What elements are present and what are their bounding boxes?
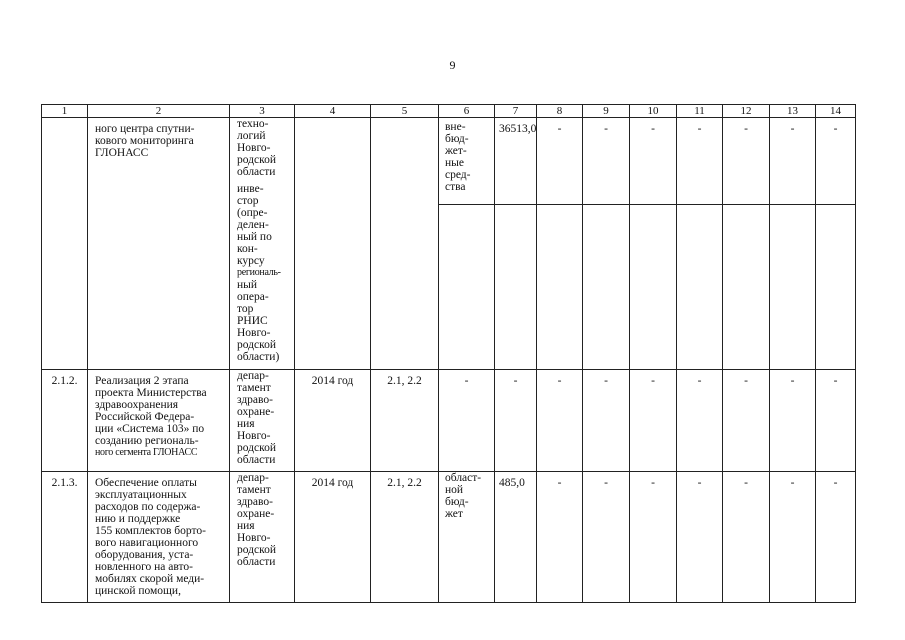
header-cell: 4 [295,105,371,118]
header-cell: 14 [816,105,856,118]
cell-empty [723,205,770,370]
text-line: области) [237,351,280,363]
cell-goal: 2.1, 2.2 [371,472,439,603]
cell-value: - [439,370,495,472]
header-cell: 8 [537,105,583,118]
header-cell: 9 [583,105,630,118]
text-line: созданию региональ- [95,435,199,447]
text-line: области [237,556,276,568]
cell-value: - [495,370,537,472]
text-line: области [237,166,276,178]
cell-executor [230,472,295,603]
text-line: нию и поддержке [95,513,181,525]
cell-value: - [677,118,723,205]
cell-value: - [677,472,723,603]
cell-amount: 36513,0 [495,118,537,205]
cell-value: - [537,370,583,472]
text-line: эксплуатационных [95,489,187,501]
text-line: новленного на авто- [95,561,193,573]
text-line: Российской Федера- [95,411,195,423]
cell-source [439,118,495,205]
text-line: ного сегмента ГЛОНАСС [95,447,198,458]
cell-activity [88,370,230,472]
text-line: Новго- [237,532,271,544]
text-line: Обеспечение оплаты [95,477,197,489]
text-line: проекта Министерства [95,387,207,399]
text-line: тамент [237,484,271,496]
cell-year [295,118,371,370]
table-row [42,472,856,603]
cell-goal [371,118,439,370]
header-cell: 12 [723,105,770,118]
text-line: вне- [445,121,466,133]
text-line: Новго- [237,430,271,442]
cell-year: 2014 год [295,472,371,603]
text-line: здравоохранения [95,399,179,411]
text-line: жет [445,508,463,520]
cell-num: 2.1.3. [42,472,88,603]
header-cell: 13 [770,105,816,118]
text-line: мобилях скорой меди- [95,573,205,585]
text-line: здраво- [237,496,273,508]
text-line: жет- [445,145,467,157]
header-cell: 10 [630,105,677,118]
text-line: опера- [237,291,269,303]
text-line: РНИС [237,315,268,327]
cell-value: - [816,472,856,603]
text-line: курсу [237,255,265,267]
cell-value: - [583,118,630,205]
text-line: цинской помощи, [95,585,181,597]
cell-num: 2.1.2. [42,370,88,472]
cell-empty [816,205,856,370]
cell-value: - [630,118,677,205]
header-cell: 11 [677,105,723,118]
cell-value: - [537,472,583,603]
text-line: стор [237,195,259,207]
cell-empty [583,205,630,370]
text-line: расходов по содержа- [95,501,201,513]
text-line: техно- [237,118,269,130]
text-line: ния [237,520,255,532]
cell-activity [88,118,230,370]
cell-value: - [583,370,630,472]
text-line: охране- [237,508,275,520]
cell-empty [439,205,495,370]
text-line: родской [237,339,277,351]
cell-executor [230,370,295,472]
cell-empty [630,205,677,370]
cell-value: - [816,370,856,472]
cell-value: - [677,370,723,472]
cell-empty [770,205,816,370]
cell-value: - [583,472,630,603]
cell-value: - [770,118,816,205]
text-line: Реализация 2 этапа [95,375,189,387]
text-line: родской [237,442,277,454]
page-number: 9 [449,58,456,72]
text-line: ные [445,157,464,169]
text-line: 155 комплектов борто- [95,525,206,537]
cell-activity [88,472,230,603]
text-line: логий [237,130,266,142]
text-line: ции «Система 103» по [95,423,205,435]
header-row [42,105,856,118]
text-line: ный по [237,231,272,243]
cell-year: 2014 год [295,370,371,472]
text-line: кового мониторинга [95,135,194,147]
cell-empty [677,205,723,370]
text-line: сред- [445,169,471,181]
cell-empty [537,205,583,370]
text-line: ный [237,279,258,291]
table-row [42,370,856,472]
cell-value: - [723,370,770,472]
text-line: здраво- [237,394,273,406]
cell-executor [230,118,295,370]
cell-value: - [723,118,770,205]
cell-empty [495,205,537,370]
cell-value: - [537,118,583,205]
text-line: депар- [237,472,269,484]
text-line: делен- [237,219,269,231]
header-cell: 2 [88,105,230,118]
text-line: кон- [237,243,258,255]
cell-value: - [630,370,677,472]
text-line: бюд- [445,496,469,508]
header-cell: 1 [42,105,88,118]
text-line: Новго- [237,327,271,339]
text-line: вого навигационного [95,537,199,549]
cell-value: - [816,118,856,205]
cell-value: - [723,472,770,603]
text-line: депар- [237,370,269,382]
table-row [42,118,856,205]
header-cell: 7 [495,105,537,118]
text-line: тамент [237,382,271,394]
text-line: ства [445,181,466,193]
header-cell: 6 [439,105,495,118]
text-line: ния [237,418,255,430]
text-line: бюд- [445,133,469,145]
text-line: региональ- [237,267,281,278]
text-line: ного центра спутни- [95,123,195,135]
text-line: ной [445,484,464,496]
text-line: Новго- [237,142,271,154]
program-table [41,104,856,603]
cell-value: - [770,370,816,472]
cell-value: - [770,472,816,603]
text-line: области [237,454,276,466]
text-line: област- [445,472,482,484]
text-line: родской [237,154,277,166]
text-line: ГЛОНАСС [95,147,149,159]
cell-source [439,472,495,603]
cell-value: - [630,472,677,603]
header-cell: 3 [230,105,295,118]
text-line: инве- [237,183,264,195]
cell-num [42,118,88,370]
text-line: оборудования, уста- [95,549,194,561]
text-line: тор [237,303,254,315]
header-cell: 5 [371,105,439,118]
text-line: родской [237,544,277,556]
text-line: охране- [237,406,275,418]
cell-amount: 485,0 [495,472,537,603]
cell-goal: 2.1, 2.2 [371,370,439,472]
text-line: (опре- [237,207,268,219]
